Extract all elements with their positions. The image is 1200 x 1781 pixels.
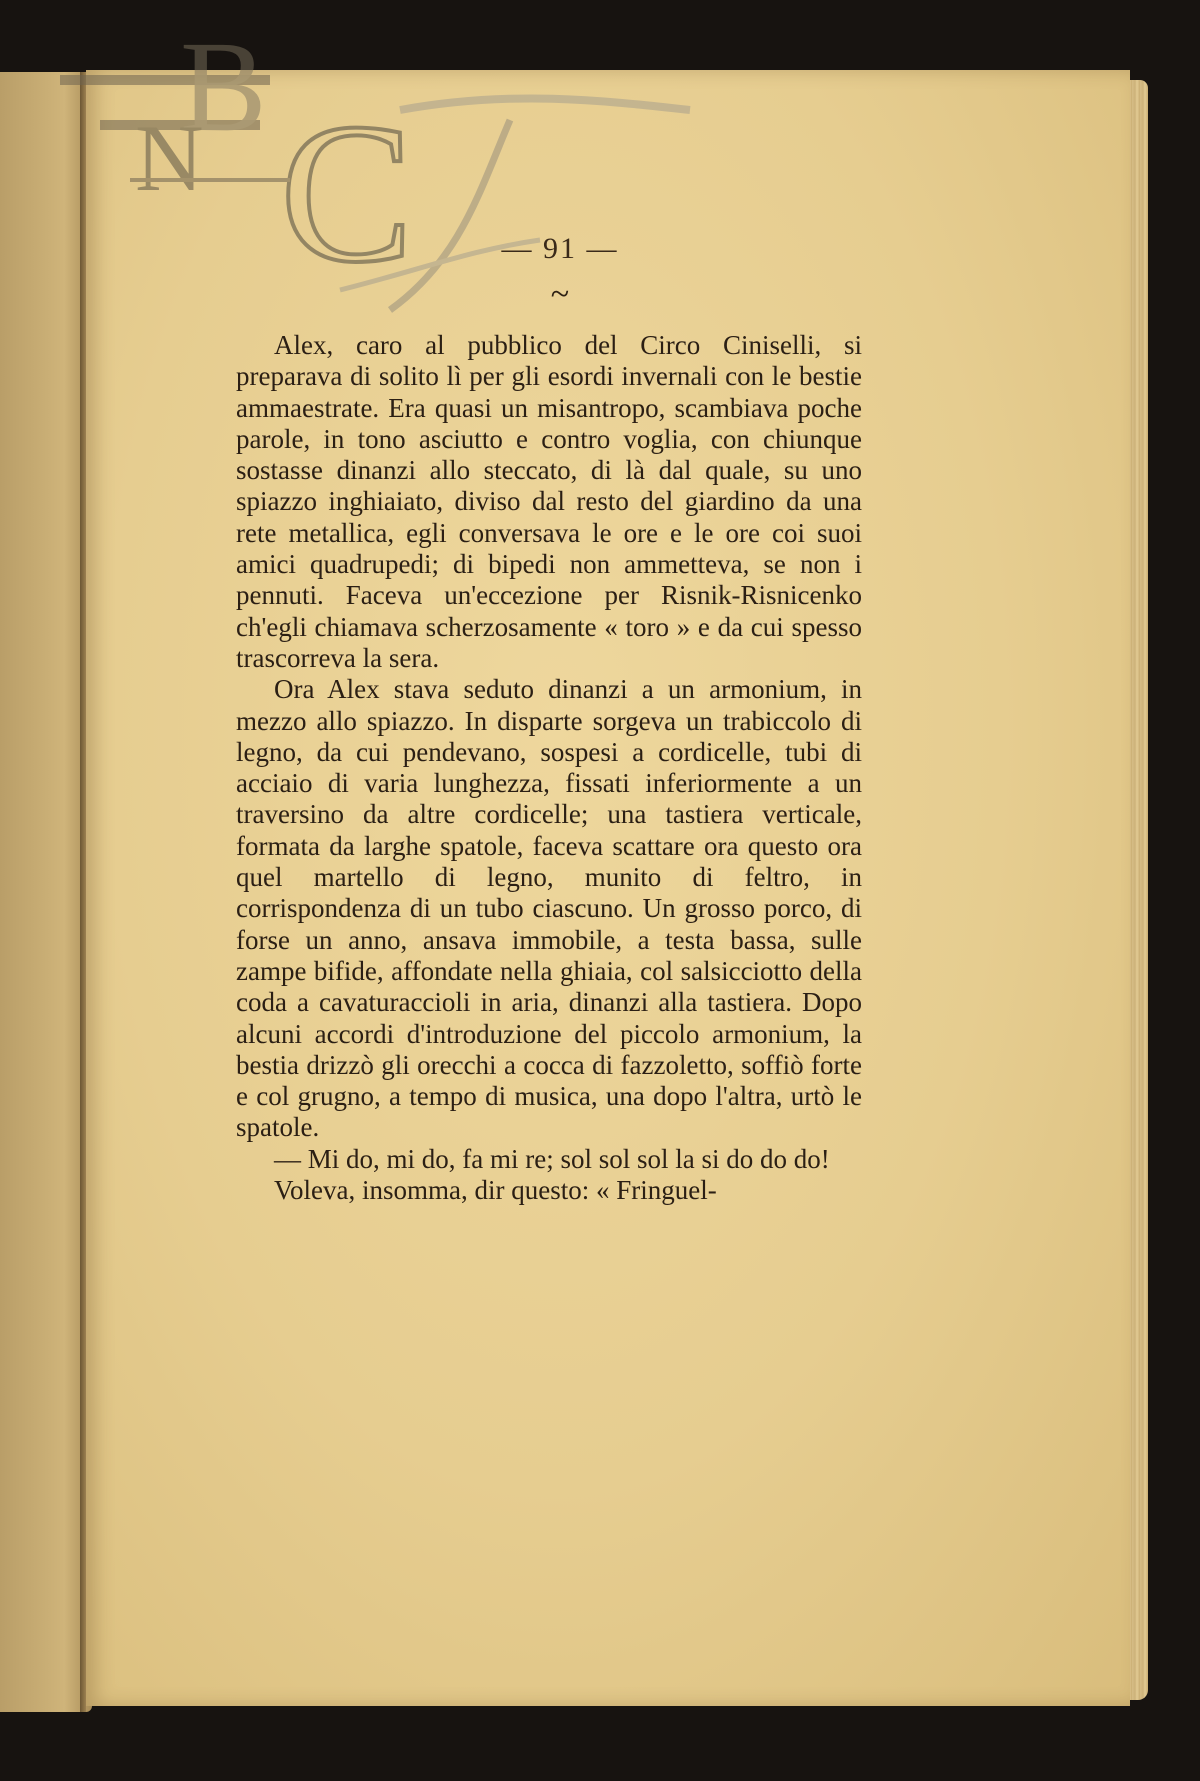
library-watermark-logo: [40, 20, 720, 330]
svg-text:N: N: [135, 105, 204, 211]
paragraph: Voleva, insomma, dir questo: « Fringuel-: [274, 1175, 717, 1206]
svg-text:C: C: [280, 83, 414, 304]
tilde-ornament: ~: [550, 276, 570, 313]
paragraph: — Mi do, mi do, fa mi re; sol sol sol la si do do do!: [274, 1143, 830, 1174]
paragraph: Alex, caro al pubblico del Circo Ciniselli, si preparava di solito lì per gli esordi invernali con le bestie ammaestrate. Era quasi un misantropo, scambiava poche parole, in tono asciutto e contro voglia, con chiunque sostasse dinanzi allo steccato, di là dal quale, su uno spiazzo inghiaiato, diviso dal resto del giardino da una rete metallica, egli conversava le ore e le ore coi suoi amici quadrupedi; di bipedi non ammetteva, se non i pennuti. Faceva un'eccezione per Risnik-Risnicenko ch'egli chiamava scherzosamente « toro » e da cui spesso trascorreva la sera.: [236, 330, 862, 673]
paragraph: Ora Alex stava seduto dinanzi a un armonium, in mezzo allo spiazzo. In disparte sorgeva un trabiccolo di legno, da cui pendevano, sospesi a cordicelle, tubi di acciaio di varia lunghezza, fissati inferiormente a un traversino da altre cordicelle; una tastiera verticale, formata da larghe spatole, faceva scattare ora questo ora quel martello di legno, munito di feltro, in corrispondenza di un tubo ciascuno. Un grosso porco, di forse un anno, ansava immobile, a testa bassa, sulle zampe bifide, affondate nella ghiaia, col salsicciotto della coda a cavaturaccioli in aria, dinanzi alla tastiera. Dopo alcuni accordi d'introduzione del piccolo armonium, la bestia drizzò gli orecchi a cocca di fazzoletto, soffiò forte e col grugno, a tempo di musica, una dopo l'altra, urtò le spatole.: [236, 674, 862, 1143]
svg-text:B: B: [180, 20, 267, 159]
body-text: [236, 330, 862, 1206]
page-number: — 91 —: [501, 232, 619, 265]
